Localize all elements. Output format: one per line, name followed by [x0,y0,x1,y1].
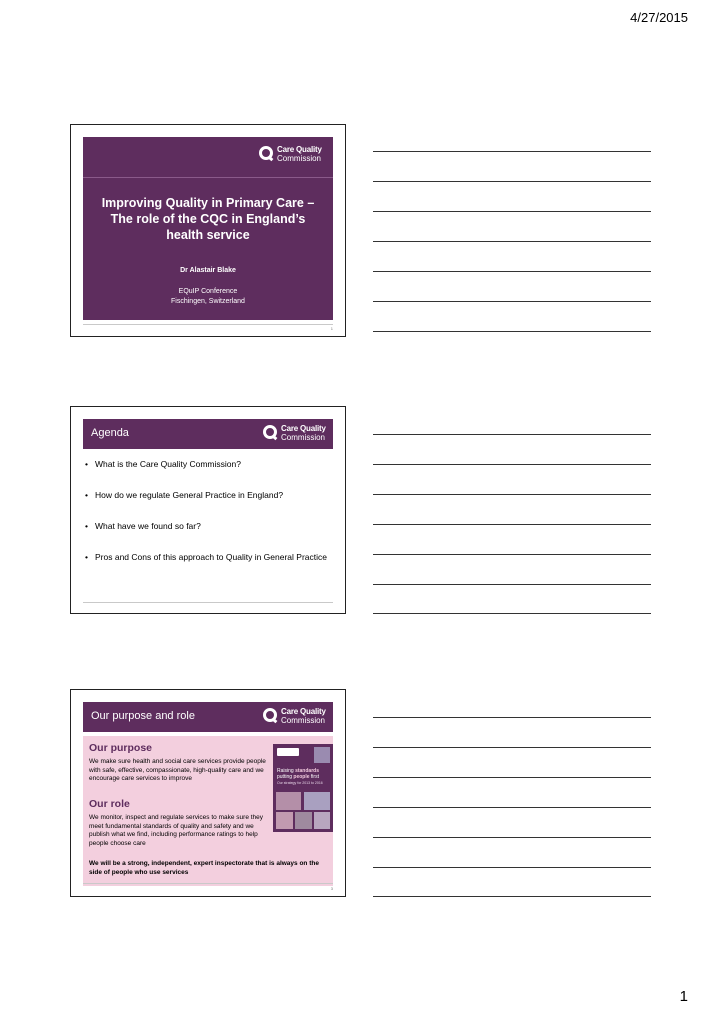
slide-footer-line [83,602,333,603]
q-logo-icon [263,425,277,439]
agenda-item: • What have we found so far? [85,521,331,532]
title-banner [83,137,333,320]
purpose-panel [83,736,333,886]
cover-subtitle: Our strategy for 2013 to 2016 [277,781,323,785]
page-number: 1 [679,988,688,1005]
slide-heading: Agenda [91,427,129,439]
event-info: EQuIP Conference Fischingen, Switzerland [171,288,245,305]
cover-photo [276,792,301,810]
slide-footer-line [83,883,333,884]
agenda-item: • Pros and Cons of this approach to Quality in General Practice [85,552,331,563]
banner-divider [83,177,333,178]
cqc-logo: Care Quality Commission [263,424,327,445]
slide-title [70,124,346,337]
cover-photo [304,792,330,810]
cqc-logo: Care Quality Commission [263,707,327,728]
slide-agenda [70,406,346,614]
slide-header-bar [83,702,333,732]
slide-purpose-role [70,689,346,897]
role-text: We monitor, inspect and regulate services to make sure they meet fundamental standards of quality and safety and we publish what we find, including performance ratings to help people choose care [89,814,264,847]
agenda-list [85,459,331,583]
agenda-item: • How do we regulate General Practice in England? [85,490,331,501]
cover-title: Raising standards putting people first [277,768,319,780]
cover-photo [314,747,330,763]
slide-footer-line [83,324,333,325]
cover-photo [276,812,293,829]
presentation-title: Improving Quality in Primary Care – The role of the CQC in England’s health service [101,196,315,242]
agenda-item: • What is the Care Quality Commission? [85,459,331,470]
slide-header-bar [83,419,333,449]
role-heading: Our role [89,798,130,810]
cover-photo [295,812,312,829]
slide-number: 1 [330,326,333,331]
slide-number: 3 [330,886,333,891]
q-logo-icon [259,146,273,160]
cover-logo-icon [277,748,299,756]
purpose-text: We make sure health and social care services provide people with safe, effective, compassionate, high-quality care and we encourage care services to improve [89,758,266,782]
strategy-cover-image [273,744,333,832]
speaker-name: Dr Alastair Blake [180,267,236,274]
cqc-logo: Care Quality Commission [259,145,323,166]
cover-photo [314,812,330,829]
mission-statement: We will be a strong, independent, expert inspectorate that is always on the side of people who use services [89,860,319,876]
purpose-heading: Our purpose [89,742,153,754]
page-date: 4/27/2015 [630,10,688,25]
slide-heading: Our purpose and role [91,710,195,722]
q-logo-icon [263,708,277,722]
